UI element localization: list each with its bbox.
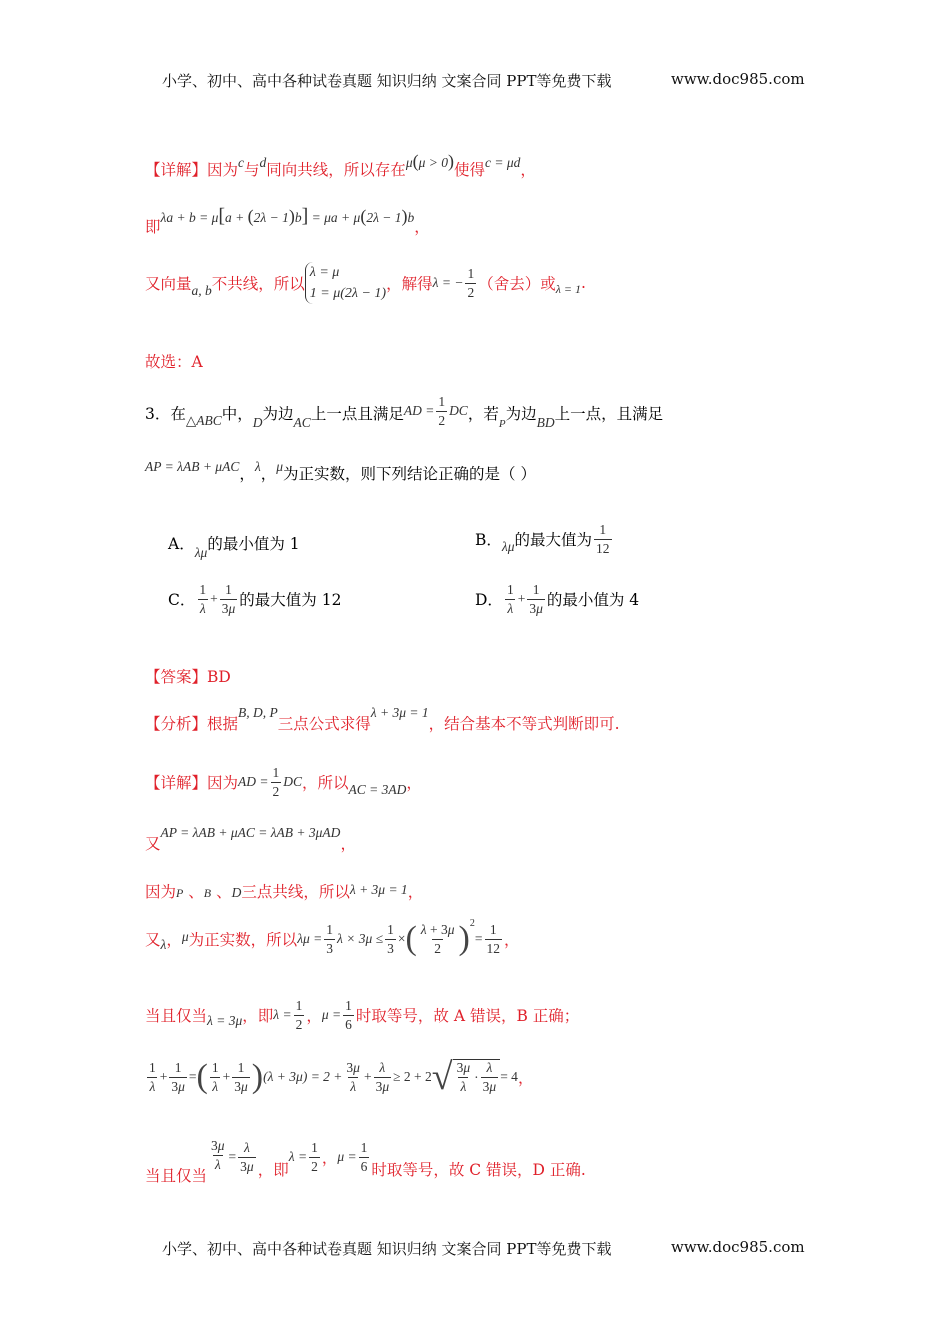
prev-detail-line-3: 又向量 a, b 不共线，所以 λ = μ 1 = μ(2λ − 1) ，解得 λ = − $\frac{1}{2}$ （舍去）或 λ = 1 . [145,262,586,304]
detail-label: 【详解】 [145,161,208,179]
footer-site[interactable]: www.doc985.com [671,1238,805,1256]
header-site[interactable]: www.doc985.com [671,70,805,88]
prev-answer: 故选：A [145,353,203,371]
header-text: 小学、初中、高中各种试卷真题 知识归纳 文案合同 PPT等免费下载 [162,72,612,90]
detail-line-6: $\frac{1}{\lambda}$ + $\frac{1}{3\mu}$ = ( $\frac{1}{\lambda}$ + $\frac{1}{3\mu}$ ) (λ + 3μ) = 2 + $\frac{3\mu}{\lambda}$ + $\frac{\lambda}{3\mu}$ ≥ 2 + 2 √ $\frac{3\mu}{\lambda}$ · $\frac{\lambda}{3\mu}$ = 4 ， [149,1056,534,1098]
equation-system: λ = μ 1 = μ(2λ − 1) [305,262,386,304]
detail-line-2: 又AP = λAB + μAC = λAB + 3μAD， [145,825,356,853]
option-d[interactable]: D． $\frac{1}{\lambda}$ + $\frac{1}{3\mu}$ 的最小值为 4 [475,582,640,616]
question-3-line-2: AP = λAB + μAC，λ，μ为正实数，则下列结论正确的是（ ） [145,459,536,483]
option-b[interactable]: B． λμ 的最大值为 $\frac{1}{12}$ [475,522,610,556]
prev-detail-line-2: 即λa + b = μ[a + (2λ − 1)b] = μa + μ(2λ − 1)b， [145,205,430,236]
analysis-line: 【分析】根据B, D, P三点公式求得λ + 3μ = 1，结合基本不等式判断即可. [145,705,620,733]
detail-line-7: 当且仅当 $\frac{3\mu}{\lambda}$ = $\frac{\lambda}{3\mu}$ ，即 λ = $\frac{1}{2}$ ， μ = $\frac{1}{6}$ 时取等号，故 C 错误，D 正确. [145,1138,586,1186]
detail-line-5: 当且仅当 λ = 3μ ，即 λ = $\frac{1}{2}$ ， μ = $\frac{1}{6}$ 时取等号，故 A 错误，B 正确； [145,998,580,1032]
detail-line-3: 因为P 、B 、D三点共线，所以λ + 3μ = 1， [145,882,424,901]
footer-text: 小学、初中、高中各种试卷真题 知识归纳 文案合同 PPT等免费下载 [162,1240,612,1258]
option-a[interactable]: A．λμ的最小值为 1 [168,535,300,560]
answer-line: 【答案】BD [145,668,231,686]
prev-detail-line-1: 【详解】因为c与d同向共线，所以存在μ(μ > 0)使得c = μd， [145,151,536,179]
question-3-line-1: 3．在△ABC中，D为边AC上一点且满足AD = $\frac{1}{2}$ DC，若$_P$为边BD上一点，且满足 [145,394,664,431]
detail-line-4: 又 λ ， μ 为正实数，所以 λμ = $\frac{1}{3}$ λ × 3μ ≤ $\frac{1}{3}$ × ( $\frac{\lambda + 3\mu}{2}$ ) 2 = $\frac{1}{12}$ ， [145,917,520,958]
detail-line-1: 【详解】 因为 AD = $\frac{1}{2}$ DC ，所以 AC = 3AD ， [145,765,422,799]
option-c[interactable]: C． $\frac{1}{\lambda}$ + $\frac{1}{3\mu}$ 的最大值为 12 [168,582,342,616]
